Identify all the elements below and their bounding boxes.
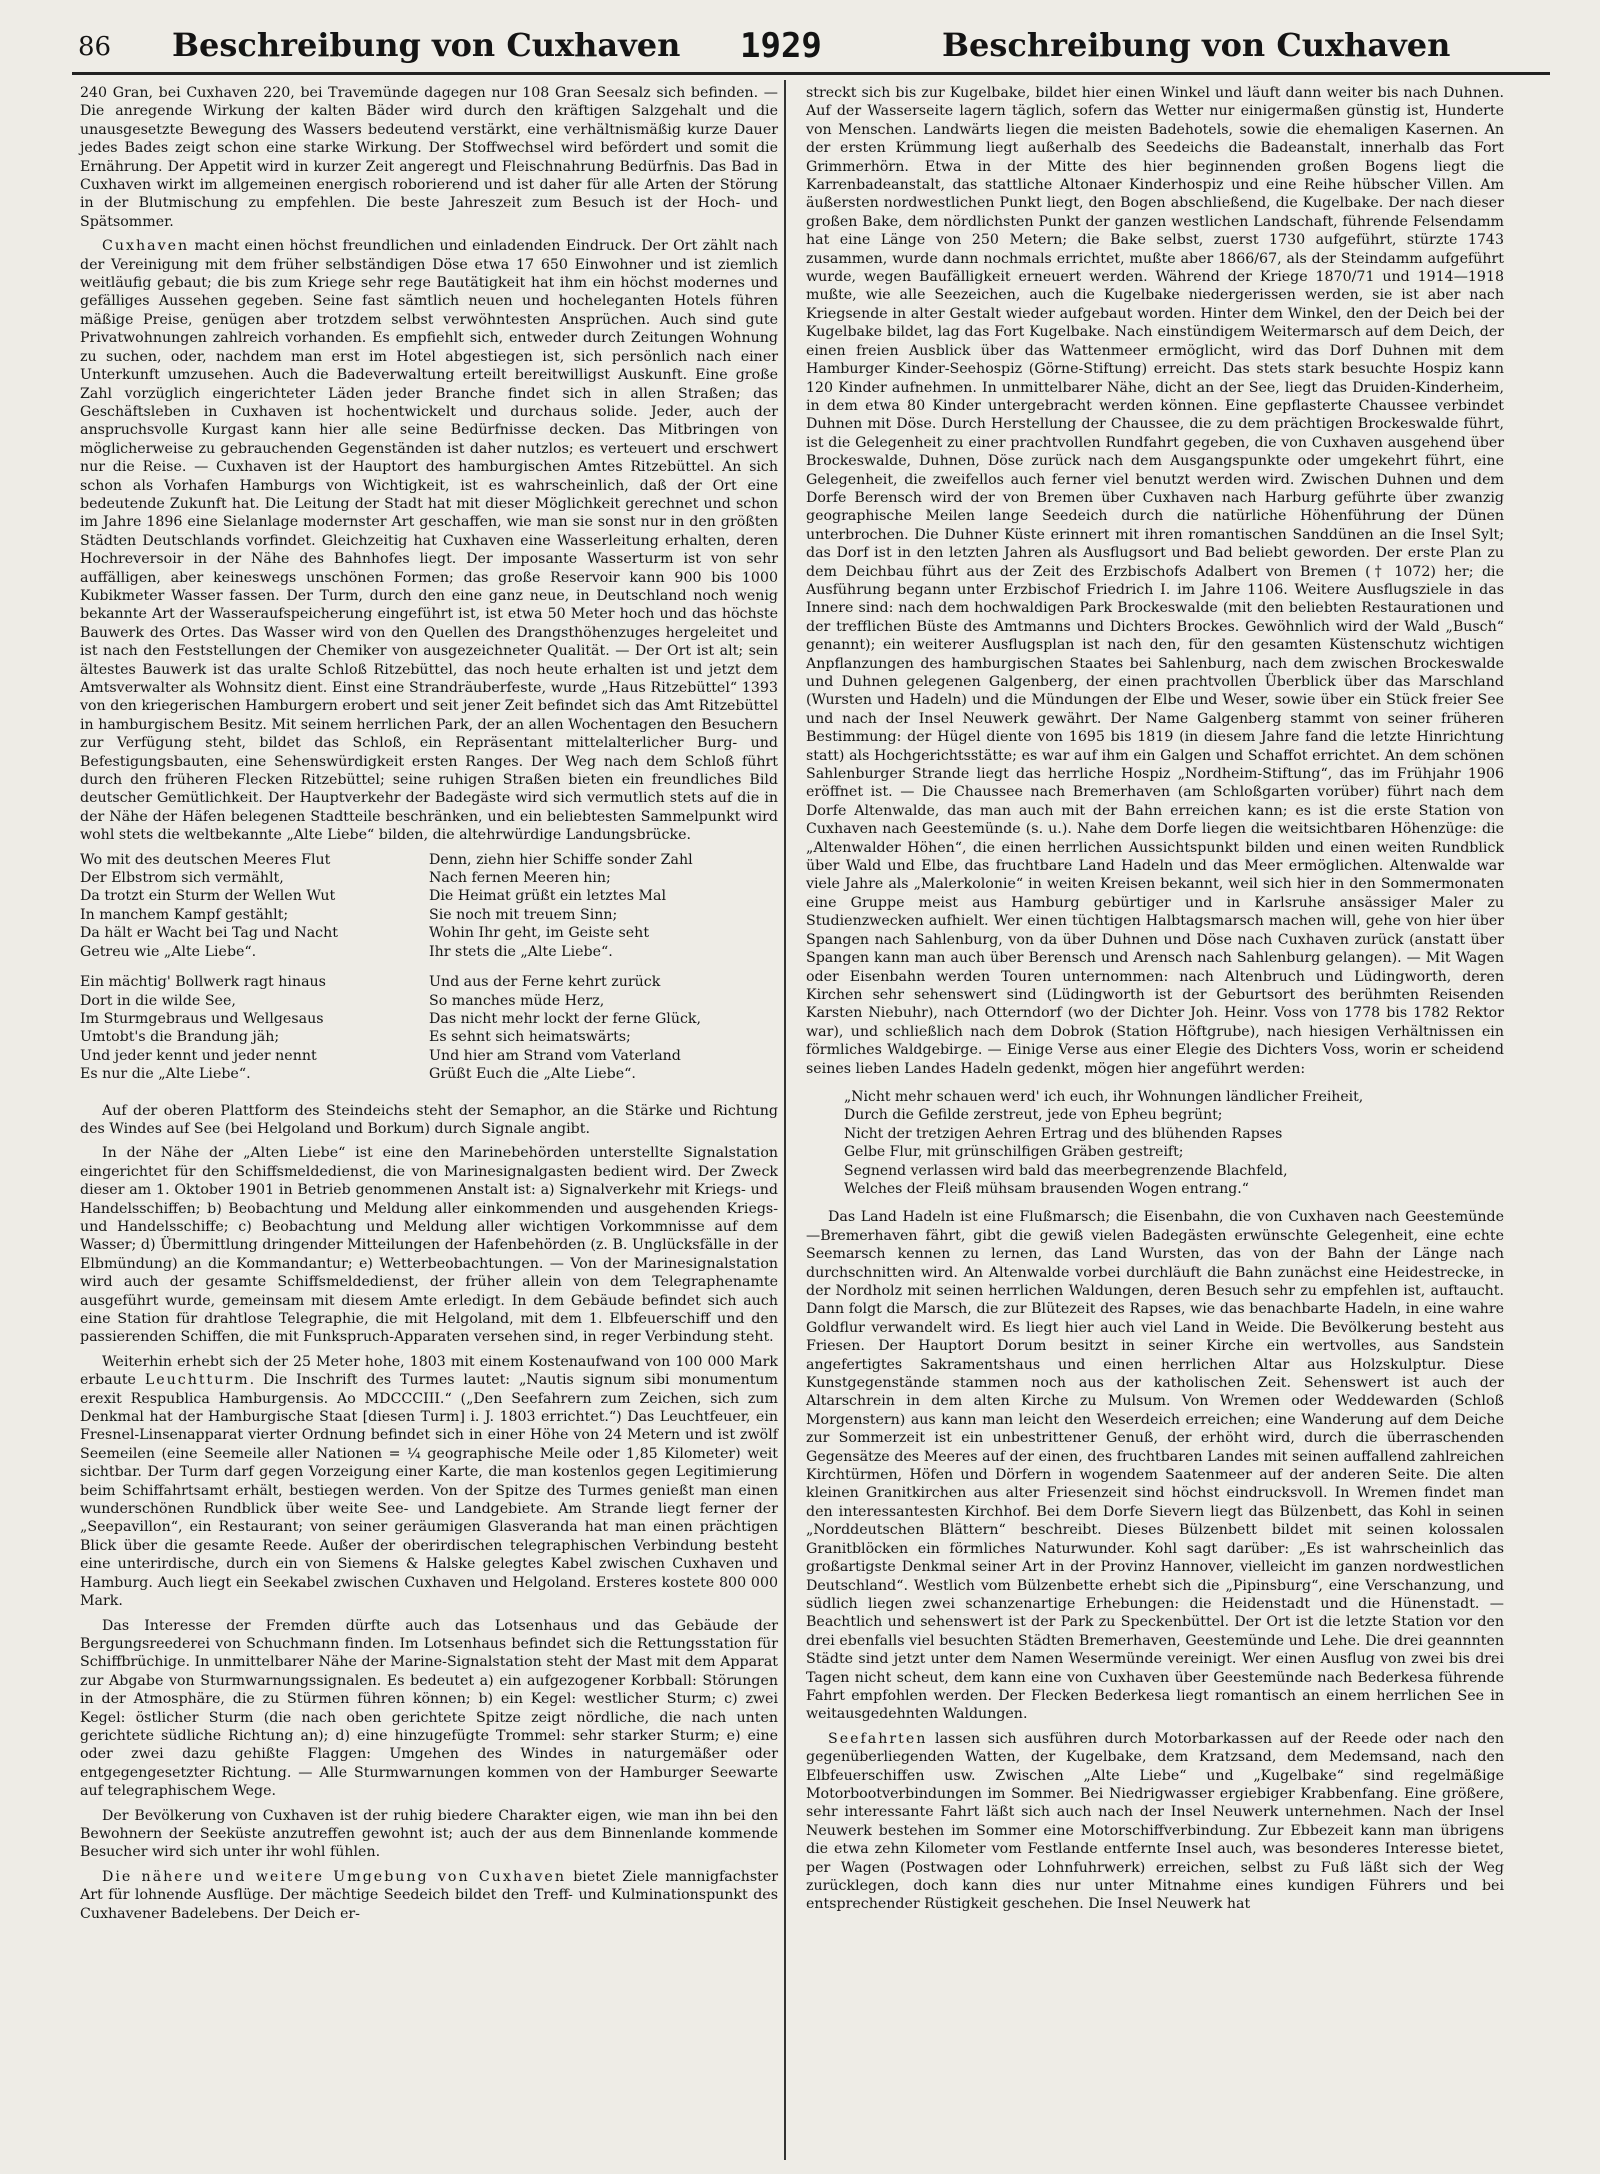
paragraph-bath-effects: 240 Gran, bei Cuxhaven 220, bei Travemünde dagegen nur 108 Gran Seesalz sich befinden. — Die anregende Wirkung der kalten Bäder wird durch den kräftigen Salzgehalt und die unausgesetzte Bewegung des Wassers bedeutend verstärkt, eine verhältnismäßig kurze Dauer jedes Bades zeigt schon eine starke Wirkung. Der Stoffwechsel wird befördert und somit die Ernährung. Der Appetit wird in kurzer Zeit angeregt und Fleischnahrung Bedürfnis. Das Bad in Cuxhaven wirkt im allgemeinen energisch roborierend und ist daher für alle Arten der Störung in der Blutmischung zu empfehlen. Die beste Jahreszeit zum Besuch ist der Hoch- und Spätsommer. [80,85,778,230]
poem-stanza [80,851,429,961]
poem-stanza [429,973,778,1083]
paragraph-lighthouse [80,1353,778,1611]
poem-line: In manchem Kampf gestählt; [80,906,289,923]
quote-line: Segnend verlassen wird bald das meerbegrenzende Blachfeld, [844,1162,1288,1179]
paragraph-text: . Die Inschrift des Turmes lautet: „Nautis signum sibi monumentum erexit Respublica Hamburgensis. Ao MDCCCIII.“ („Den Seefahrern zum Zeichen, sich zum Denkmal hat der Hamburgische Staat [diesen Turm] i. J. 1803 errichtet.“) Das Leuchtfeuer, ein Fresnel-Linsenapparat vierter Ordnung befindet sich in einer Höhe von 24 Metern und ist zwölf Seemeilen (eine Seemeile aller Nationen = ¼ geographische Meile oder 1,85 Kilometer) weit sichtbar. Der Turm darf gegen Vorzeigung einer Karte, die man kostenlos gegen Legitimierung beim Schiffahrtsamt erhält, bestiegen werden. Von der Spitze des Turmes genießt man einen wunderschönen Rundblick über weite See- und Landgebiete. Am Strande liegt ferner der „Seepavillon“, ein Restaurant; von seiner geräumigen Glasveranda hat man einen prächtigen Blick über die gesamte Reede. Außer der oberirdischen telegraphischen Verbindung besteht eine unterirdische, durch ein von Siemens & Halske gelegtes Kabel zwischen Cuxhaven und Hamburg. Auch liegt ein Seekabel zwischen Cuxhaven und Helgoland. Ersteres kostete 800 000 Mark. [80,1372,778,1610]
poem-line: Ihr stets die „Alte Liebe“. [429,943,613,960]
poem-line: Getreu wie „Alte Liebe“. [80,943,257,960]
paragraph-text: macht einen höchst freundlichen und einladenden Eindruck. Der Ort zählt nach der Vereinigung mit dem früher selbständigen Döse etwa 17 650 Einwohner und ist ziemlich weitläufig gebaut; die bis zum Kriege sehr rege Bautätigkeit hat ihm ein höchst modernes und gefälliges Aussehen gegeben. Seine fast sämtlich neuen und hocheleganten Hotels führen mäßige Preise, genügen aber trotzdem selbst verwöhntesten Ansprüchen. Auch sind gute Privatwohnungen zahlreich vorhanden. Es empfiehlt sich, entweder durch Zeitungen Wohnung zu suchen, oder, nachdem man erst im Hotel abgestiegen ist, sich persönlich nach einer Unterkunft umzusehen. Auch die Badeverwaltung erteilt bereitwilligst Auskunft. Eine große Zahl vorzüglich eingerichteter Läden jeder Branche findet sich in allen Straßen; das Geschäftsleben in Cuxhaven ist hochentwickelt und durchaus solide. Jeder, auch der anspruchsvolle Kurgast kann hier alle seine Bedürfnisse decken. Das Mitbringen von möglicherweise zu gebrauchenden Gegenständen ist daher nutzlos; es verteuert und erschwert nur die Reise. — Cuxhaven ist der Hauptort des hamburgischen Amtes Ritzebüttel. An sich schon als Vorhafen Hamburgs von Wichtigkeit, ist es wahrscheinlich, daß der Ort eine bedeutende Zukunft hat. Die Leitung der Stadt hat mit dieser Möglichkeit gerechnet und schon im Jahre 1896 eine Sielanlage modernster Art geschaffen, wie man sie sonst nur in den größten Städten Deutschlands vorfindet. Gleichzeitig hat Cuxhaven eine Wasserleitung erhalten, deren Hochreversoir in der Nähe des Bahnhofes liegt. Der imposante Wasserturm ist von sehr auffälligen, aber keineswegs unschönen Formen; das große Reservoir kann 900 bis 1000 Kubikmeter Wasser fassen. Der Turm, durch den eine ganz neue, in Deutschland noch wenig bekannte Art der Wasseraufspeicherung eingeführt ist, ist etwa 50 Meter hoch und das höchste Bauwerk des Ortes. Das Wasser wird von den Quellen des Drangsthöhenzuges hergeleitet und ist nach den Feststellungen der Chemiker von ausgezeichneter Qualität. — Der Ort ist alt; sein ältestes Bauwerk ist das uralte Schloß Ritzebüttel, das noch heute erhalten ist und jetzt dem Amtsverwalter als Wohnsitz dient. Einst eine Strandräuberfeste, wurde „Haus Ritzebüttel“ 1393 von den kriegerischen Hamburgern erobert und seit jener Zeit befindet sich das Amt Ritzebüttel in hamburgischem Besitz. Mit seinem herrlichen Park, der an allen Wochentagen den Besuchern zur Verfügung steht, bildet das Schloß, ein Repräsentant mittelalterlicher Burg- und Befestigungsbauten, eine Sehenswürdigkeit ersten Ranges. Der Weg nach dem Schloß führt durch den früheren Flecken Ritzebüttel; seine ruhigen Straßen bieten ein freundliches Bild deutscher Gemütlichkeit. Der Hauptverkehr der Badegäste wird sich vermutlich stets auf die in der Nähe der Häfen belegenen Stadtteile beschränken, und ein beliebtesten Sammelpunkt wird wohl stets die weltbekannte „Alte Liebe“ bilden, die altehrwürdige Landungsbrücke. [80,238,778,844]
header-rule [72,72,1550,75]
page-header [72,18,1550,70]
paragraph-semaphor: Auf der oberen Plattform des Steindeichs steht der Semaphor, an die Stärke und Richtung des Windes auf See (bei Helgoland und Borkum) durch Signale angibt. [80,1102,778,1137]
poem-line: Da trotzt ein Sturm der Wellen Wut [80,888,336,905]
poem-column-left [80,851,429,1096]
poem-line: Da hält er Wacht bei Tag und Nacht [80,925,338,942]
poem-line: Umtobt's die Brandung jäh; [80,1029,280,1046]
poem-line: Ein mächtig' Bollwerk ragt hinaus [80,974,326,991]
column-divider [784,80,786,2160]
paragraph-pilot-house: Das Interesse der Fremden dürfte auch das Lotsenhaus und das Gebäude der Bergungsreederei von Schuchmann finden. Im Lotsenhaus befindet sich die Rettungsstation für Schiffbrüchige. In unmittelbarer Nähe der Marine-Signalstation steht der Mast mit dem Apparat zur Abgabe von Sturmwarnungssignalen. Es bedeutet a) ein aufgezogener Korbball: Störungen in der Atmosphäre, die zu Stürmen führen können; b) ein Kegel: westlicher Sturm; c) zwei Kegel: östlicher Sturm (die nach oben gerichtete Spitze zeigt nördliche, die nach unten gerichtete südliche Richtung an); d) eine hinzugefügte Trommel: sehr starker Sturm; e) eine oder zwei dazu gehißte Flaggen: Umgehen des Windes in naturgemäßer oder entgegengesetzter Richtung. — Alle Sturmwarnungen kommen von der Hamburger Seewarte auf telegraphischem Wege. [80,1617,778,1800]
poem-line: Und aus der Ferne kehrt zurück [429,974,661,991]
poem-line: Denn, ziehn hier Schiffe sonder Zahl [429,851,693,868]
poem-line: Und hier am Strand vom Vaterland [429,1047,681,1064]
poem-stanza [80,973,429,1083]
spaced-term: Die nähere und weitere Umgebung von Cuxhaven [102,1868,566,1885]
poem-line: Im Sturmgebraus und Wellgesaus [80,1010,324,1027]
page-number: 86 [78,32,112,62]
poem-line: Das nicht mehr lockt der ferne Glück, [429,1010,702,1027]
poem-stanza [429,851,778,961]
voss-elegy-quote [844,1088,1504,1198]
paragraph-seefahrten [806,1730,1504,1914]
poem-line: Die Heimat grüßt ein letztes Mal [429,888,667,905]
spaced-term: Cuxhaven [102,238,190,255]
poem-line: Dort in die wilde See, [80,992,236,1009]
paragraph-land-hadeln: Das Land Hadeln ist eine Flußmarsch; die Eisenbahn, die von Cuxhaven nach Geestemünde—Bremerhaven fährt, gibt die gewiß vielen Badegästen erwünschte Gelegenheit, eine echte Seemarsch kennen zu lernen, das Land Wursten, das von der Bahn der Länge nach durchschnitten wird. An Altenwalde vorbei durchläuft die Bahn zunächst eine Heidestrecke, in der Nordholz mit seinen herrlichen Waldungen, deren Besuch sehr zu empfehlen ist, auftaucht. Dann folgt die Marsch, die zur Blütezeit des Rapses, wie das benachbarte Hadeln, in eine wahre Goldflur verwandelt wird. Es liegt hier auch viel Land in Weide. Die Bevölkerung besteht aus Friesen. Der Hauptort Dorum besitzt in seiner Kirche ein wertvolles, aus Sandstein angefertigtes Sakramentshaus und einen herrlichen Altar aus Holzskulptur. Diese Kunstgegenstände stammen noch aus der katholischen Zeit. Sehenswert ist auch der Altarschrein in dem alten Kirche zu Mulsum. Von Wremen oder Weddewarden (Schloß Morgenstern) aus kann man leicht den Weserdeich erreichen; eine Wanderung auf dem Deiche zur Sommerzeit ist ein unbestrittener Genuß, der erhöht wird, durch die überraschenden Gegensätze des Meeres auf der einen, des fruchtbaren Landes mit seinen auffallend zahlreichen Kirchtürmen, Höfen und Dörfern in wogendem Saatenmeer auf der anderen Seite. Die alten kleinen Granitkirchen aus alter Friesenzeit sind höchst eindrucksvoll. In Wremen findet man den interessantesten Kirchhof. Bei dem Dorfe Sievern liegt das Bülzenbett, das Kohl in seinen „Norddeutschen Blättern“ beschreibt. Dieses Bülzenbett bildet mit seinen kolossalen Granitblöcken ein förmliches Naturwunder. Kohl sagt darüber: „Es ist wahrscheinlich das großartigste Denkmal seiner Art in der Provinz Hannover, vielleicht im ganzen nordwestlichen Deutschland“. Westlich vom Bülzenbette erhebt sich die „Pipinsburg“, eine Verschanzung, und südlich liegen zwei schanzenartige Erhebungen: die Heidenstadt und die Hünenstadt. — Beachtlich und sehenswert ist der Park zu Speckenbüttel. Der Ort ist die letzte Station vor den drei ebenfalls viel besuchten Städten Bremerhaven, Geestemünde und Lehe. Die drei geannnten Städte sind jetzt unter dem Namen Wesermünde vereinigt. Wer einen Ausflug von zwei bis drei Tagen nicht scheut, dem kann eine von Cuxhaven über Geestemünde nach Bederkesa führende Fahrt empfohlen werden. Der Flecken Bederkesa liegt romantisch an einem herrlichen See in weitausgedehnten Waldungen. [806,1209,1504,1723]
quote-line: Gelbe Flur, mit grünschilfigen Gräben gestreift; [844,1144,1184,1161]
poem-alte-liebe [80,851,778,1096]
paragraph-text: bietet Ziele mannigfachster Art für lohnende Ausflüge. Der mächtige Seedeich bildet den Treff- und Kulminationspunkt des Cuxhavener Badelebens. Der Deich er- [80,1868,779,1922]
paragraph-seedeich: streckt sich bis zur Kugelbake, bildet hier einen Winkel und läuft dann weiter bis nach Duhnen. Auf der Wasserseite lagern täglich, sofern das Wetter nur einigermaßen günstig ist, Hunderte von Menschen. Landwärts liegen die meisten Badehotels, sowie die ehemaligen Kasernen. An der ersten Krümmung liegt außerhalb des Seedeichs die Badeanstalt, innerhalb das Fort Grimmerhörn. Etwa in der Mitte des hier beginnenden großen Bogens liegt die Karrenbadeanstalt, das stattliche Altonaer Kinderhospiz und eine Reihe hübscher Villen. Am äußersten nordwestlichen Punkt liegt, den Bogen abschließend, die Kugelbake. Der nach dieser großen Bake, dem nördlichsten Punkt der ganzen westlichen Landschaft, führende Felsendamm hat eine Länge von 250 Metern; die Bake selbst, zuerst 1730 aufgeführt, stürzte 1743 zusammen, wurde dann nochmals errichtet, mußte aber 1866/67, als der Steindamm aufgeführt wurde, wegen Baufälligkeit erneuert werden. Während der Kriege 1870/71 und 1914—1918 mußte, wie alle Seezeichen, auch die Kugelbake niedergerissen werden, sie ist aber nach Kriegsende in alter Gestalt wieder aufgebaut worden. Hinter dem Winkel, den der Deich bei der Kugelbake bildet, lag das Fort Kugelbake. Nach einstündigem Weitermarsch auf dem Deich, der einen freien Ausblick über das Wattenmeer ermöglicht, wird das Dorf Duhnen mit dem Hamburger Kinder-Seehospiz (Görne-Stiftung) erreicht. Das stets stark besuchte Hospiz kann 120 Kinder aufnehmen. In unmittelbarer Nähe, dicht an der See, liegt das Druiden-Kinderheim, in dem etwa 80 Kinder untergebracht werden können. Eine gepflasterte Chaussee verbindet Duhnen mit Döse. Durch Herstellung der Chaussee, die zu dem prächtigen Brockeswalde führt, ist die Gelegenheit zu einer prachtvollen Rundfahrt gegeben, die von Cuxhaven ausgehend über Brockeswalde, Duhnen, Döse zurück nach dem Ausgangspunkte oder umgekehrt führt, eine Gelegenheit, die zweifellos auch ferner viel benutzt werden wird. Zwischen Duhnen und dem Dorfe Berensch wird der von Bremen über Cuxhaven nach Harburg geführte über zwanzig geographische Meilen lange Seedeich durch die natürliche Höhenführung der Dünen unterbrochen. Die Duhner Küste erinnert mit ihren romantischen Sanddünen an die Insel Sylt; das Dorf ist in den letzten Jahren als Ausflugsort und Bad beliebt geworden. Der erste Plan zu dem Deichbau führt aus der Zeit des Erzbischofs Adalbert von Bremen († 1072) her; die Ausführung begann unter Erzbischof Friedrich I. im Jahre 1106. Weitere Ausflugsziele in das Innere sind: nach dem hochwaldigen Park Brockeswalde (mit den beliebten Restaurationen und der trefflichen Büste des Amtmanns und Dichters Brockes. Gewöhnlich wird der Wald „Busch“ genannt); ein weiterer Ausflugsplan ist nach den, für den gesamten Küstenschutz wichtigen Anpflanzungen des hamburgischen Staates bei Sahlenburg, nach dem zwischen Brockeswalde und Duhnen gelegenen Galgenberg, der einen prachtvollen Überblick über das Marschland (Wursten und Hadeln) und die Mündungen der Elbe und Weser, sowie über ein Stück freier See und nach der Insel Neuwerk gewährt. Der Name Galgenberg stammt von seiner früheren Bestimmung: der Hügel diente von 1695 bis 1819 (in diesem Jahre fand die letzte Hinrichtung statt) als Hochgerichtsstätte; es war auf ihm ein Galgen und Schaffot errichtet. An dem schönen Sahlenburger Strande liegt das herrliche Hospiz „Nordheim-Stiftung“, das im Frühjahr 1906 eröffnet ist. — Die Chaussee nach Bremerhaven (am Schloßgarten vorüber) führt nach dem Dorfe Altenwalde, das man auch mit der Bahn erreichen kann; es ist die erste Station von Cuxhaven nach Geestemünde (s. u.). Nahe dem Dorfe liegen die weitsichtbaren Höhenzüge: die „Altenwalder Höhen“, die einen herrlichen Aussichtspunkt bilden und einen weiten Rundblick über Wald und Elbe, das fruchtbare Land Hadeln und das Meer ermöglichen. Altenwalde war viele Jahre als „Malerkolonie“ in weiten Kreisen bekannt, weil sich hier in den Sommermonaten eine Gruppe meist aus Hamburg gebürtiger und in Karlsruhe ansässiger Maler zu Studienzwecken aufhielt. Wer einen tüchtigen Halbtagsmarsch machen will, gehe von hier über Spangen nach Sahlenburg, von da über Duhnen und Döse nach Cuxhaven zurück (anstatt über Spangen kann man auch über Berensch und Arensch nach Sahlenburg gelangen). — Mit Wagen oder Eisenbahn werden Touren unternommen: nach Altenbruch und Lüdingworth, deren Kirchen sehr sehenswert sind (Lüdingworth ist der Geburtsort des berühmten Reisenden Karsten Niebuhr), nach Otterndorf (wo der Dichter Joh. Heinr. Voss von 1778 bis 1782 Rektor war), und schließlich nach dem Dobrok (Station Höftgrube), nach hiesigen Verhältnissen ein förmliches Waldgebirge. — Einige Verse aus einer Elegie des Dichters Voss, worin er scheidend seines lieben Landes Hadeln gedenkt, mögen hier angeführt werden: [806,85,1504,1077]
paragraph-text: lassen sich ausführen durch Motorbarkassen auf der Reede oder nach den gegenüberliegenden Watten, der Kugelbake, dem Kratzsand, dem Medemsand, nach den Elbfeuerschiffen usw. Zwischen „Alte Liebe“ und „Kugelbake“ sind regelmäßige Motorbootverbindungen im Sommer. Bei Niedrigwasser ergiebiger Krabbenfang. Eine größere, sehr interessante Fahrt läßt sich auch nach der Insel Neuwerk unternehmen. Nach der Insel Neuwerk bestehen im Sommer eine Motorschiffverbindung. Zur Ebbezeit kann man übrigens die etwa zehn Kilometer vom Festlande entfernte Insel auch, was besonderes Interesse bietet, per Wagen (Postwagen oder Lohnfuhrwerk) erreichen, selbst zu Fuß läßt sich der Weg zurücklegen, doch kann dies nur unter Mitnahme eines kundigen Führers und bei entsprechender Rüstigkeit geschehen. Die Insel Neuwerk hat [806,1730,1504,1913]
poem-line: Grüßt Euch die „Alte Liebe“. [429,1066,636,1083]
paragraph-cuxhaven-town [80,237,778,844]
quote-line: Welches der Fleiß mühsam brausenden Wogen entrang.“ [844,1180,1249,1197]
spaced-term: Seefahrten [828,1730,928,1747]
paragraph-population: Der Bevölkerung von Cuxhaven ist der ruhig biedere Charakter eigen, wie man ihn bei den Bewohnern der Seeküste anzutreffen gewohnt ist; auch der aus dem Binnenlande kommende Besucher wird sich unter ihr wohl fühlen. [80,1807,778,1861]
quote-line: Nicht der tretzigen Aehren Ertrag und des blühenden Rapses [844,1125,1283,1142]
poem-line: Nach fernen Meeren hin; [429,870,611,887]
right-column [806,84,1504,1920]
poem-line: Der Elbstrom sich vermählt, [80,870,284,887]
spaced-term: Leuchtturm [144,1372,250,1389]
poem-line: Und jeder kennt und jeder nennt [80,1047,317,1064]
paragraph-surroundings [80,1868,778,1923]
poem-line: Es nur die „Alte Liebe“. [80,1066,251,1083]
poem-column-right [429,851,778,1096]
header-year: 1929 [740,26,822,66]
paragraph-text: Weiterhin erhebt sich der 25 Meter hohe, 1803 mit einem Kostenaufwand von 100 000 Mark erbaute [80,1353,778,1389]
poem-line: Wohin Ihr geht, im Geiste seht [429,925,650,942]
quote-line: „Nicht mehr schauen werd' ich euch, ihr Wohnungen ländlicher Freiheit, [844,1088,1364,1105]
poem-line: So manches müde Herz, [429,992,605,1009]
poem-line: Wo mit des deutschen Meeres Flut [80,851,331,868]
quote-line: Durch die Gefilde zerstreut, jede von Epheu begrünt; [844,1107,1223,1124]
header-title-left: Beschreibung von Cuxhaven [172,26,681,64]
poem-line: Es sehnt sich heimatswärts; [429,1029,631,1046]
poem-line: Sie noch mit treuem Sinn; [429,906,618,923]
left-column [80,84,778,1929]
header-title-right: Beschreibung von Cuxhaven [942,26,1451,64]
paragraph-signal-station: In der Nähe der „Alten Liebe“ ist eine den Marinebehörden unterstellte Signalstation eingerichtet für den Schiffsmeldedienst, die von Marinesignalgasten bedient wird. Der Zweck dieser am 1. Oktober 1901 in Betrieb genommenen Anstalt ist: a) Signalverkehr mit Kriegs- und Handelsschiffen; b) Beobachtung und Meldung aller einkommenden und ausgehenden Kriegs- und Handelsschiffe; c) Beobachtung und Meldung aller wichtigen Vorkommnisse auf dem Wasser; d) Übermittlung dringender Mitteilungen der Hafenbehörden (z. B. Unglücksfälle in der Elbmündung) an die Kommandantur; e) Wetterbeobachtungen. — Von der Marinesignalstation wird auch der gesamte Schiffsmeldedienst, der früher allein von dem Telegraphenamte ausgeführt wurde, gemeinsam mit diesem Amte erledigt. In dem Gebäude befindet sich auch eine Station für drahtlose Telegraphie, die mit Helgoland, mit dem 1. Elbfeuerschiff und den passierenden Schiffen, die mit Funkspruch-Apparaten versehen sind, in reger Verbindung steht. [80,1145,778,1346]
